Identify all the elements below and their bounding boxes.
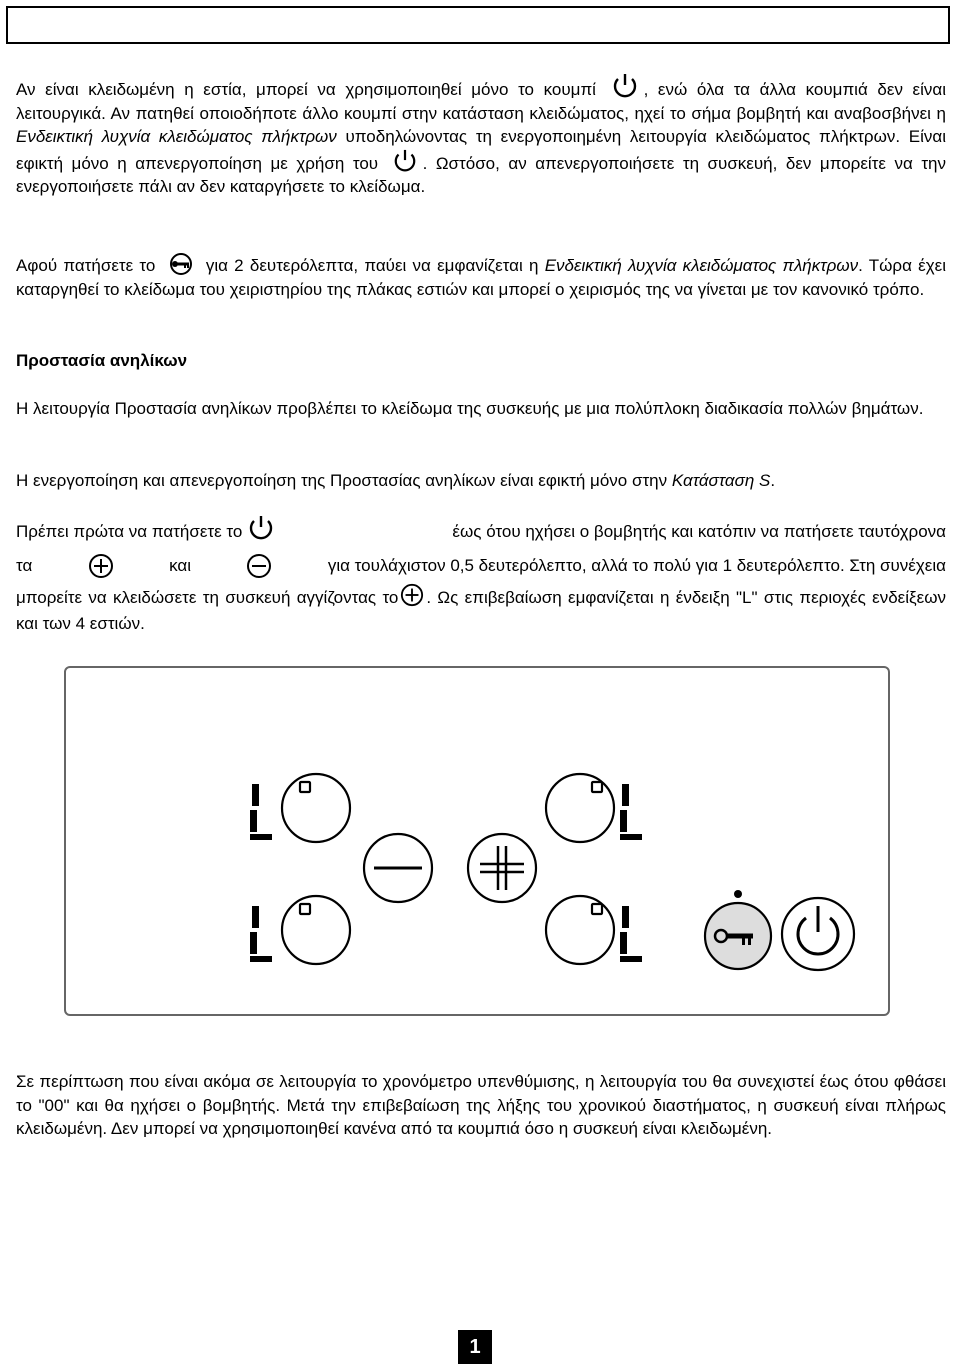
- text: και: [169, 556, 192, 575]
- text: υποδηλώνοντας τη ενεργοποιημένη λειτουργία κλειδώματος πλήκτρων. Είναι εφικτή μόνο η απενεργοποίηση με χρήση του: [16, 127, 946, 173]
- paragraph-child-lock: Η λειτουργία Προστασία ανηλίκων προβλέπει το κλείδωμα της συσκευής με μια πολύπλοκη διαδικασία πολλών βημάτων.: [16, 399, 924, 418]
- power-icon: [246, 515, 276, 541]
- italic-term: Ενδεικτική λυχνία κλειδώματος πλήκτρων: [544, 256, 859, 275]
- display-bottom-right: [620, 906, 642, 962]
- zone-button-top-left: [282, 774, 350, 842]
- text: Πρέπει πρώτα να πατήσετε το: [16, 522, 243, 541]
- section-heading: Προστασία ανηλίκων: [16, 351, 188, 370]
- power-icon: [610, 73, 640, 99]
- text: για 2 δευτερόλεπτα, παύει να εμφανίζεται η: [205, 256, 545, 275]
- power-icon: [782, 898, 854, 970]
- paragraph-lock-intro: [16, 73, 946, 199]
- plus-icon: [400, 583, 424, 607]
- text: για τουλάχιστον 0,5 δευτερόλεπτο, αλλά το πολύ για 1 δευτερόλεπτο. Στη συνέχεια: [327, 556, 946, 575]
- italic-term: Κατάσταση S: [671, 471, 771, 490]
- zone-button-top-right: [546, 774, 614, 842]
- text: Η ενεργοποίηση και απενεργοποίηση της Προστασίας ανηλίκων είναι εφικτή μόνο στην: [16, 471, 672, 490]
- control-panel-figure: [64, 666, 890, 1016]
- text: Αφού πατήσετε το: [16, 256, 156, 275]
- paragraph-timer: Σε περίπτωση που είναι ακόμα σε λειτουργία το χρονόμετρο υπενθύμισης, η λειτουργία του θα συνεχιστεί έως ότου φθάσει το "00" και θα ηχήσει ο βομβητής. Μετά την επιβεβαίωση της λήξης του χρονικού διαστήματος, η συσκευή είναι πλήρως κλειδωμένη. Δεν μπορεί να χρησιμοποιηθεί κανένα από τα κουμπιά όσο η συσκευή είναι κλειδωμένη.: [16, 1072, 946, 1138]
- zone-button-bottom-right: [546, 896, 614, 964]
- italic-term: Ενδεικτική λυχνία κλειδώματος πλήκτρων: [16, 127, 337, 146]
- power-icon: [391, 149, 419, 173]
- text: μπορείτε να κλειδώσετε τη συσκευή αγγίζοντας το: [16, 588, 399, 607]
- paragraph-steps: [16, 515, 946, 637]
- plus-icon: [468, 834, 536, 902]
- header-box: [6, 6, 950, 44]
- text: τα: [16, 556, 33, 575]
- text: . Τώρα έχει καταργηθεί το κλείδωμα του χειριστηρίου της πλάκας εστιών και μπορεί ο χειρισμός της να γίνεται με τον κανονικό τρόπο.: [16, 256, 946, 299]
- text: . Ως επιβεβαίωση εμφανίζεται η ένδειξη "L" στις περιοχές ενδείξεων και των 4 εστιών.: [16, 588, 946, 633]
- paragraph-unlock: [16, 253, 946, 301]
- display-top-left: [250, 784, 272, 840]
- minus-icon: [246, 553, 272, 579]
- text: Αν είναι κλειδωμένη η εστία, μπορεί να χρησιμοποιηθεί μόνο το κουμπί: [16, 80, 596, 99]
- zone-button-bottom-left: [282, 896, 350, 964]
- minus-icon: [364, 834, 432, 902]
- text: , ενώ όλα τα άλλα κουμπιά δεν είναι λειτουργικά. Αν πατηθεί οποιοδήποτε άλλο κουμπί στην κατάσταση κλειδώματος, ηχεί το σήμα βομβητή και αναβοσβήνει η: [16, 80, 947, 123]
- display-top-right: [620, 784, 642, 840]
- display-bottom-left: [250, 906, 272, 962]
- text: . Ωστόσο, αν απενεργοποιήσετε τη συσκευή, δεν μπορείτε να την ενεργοποιήσετε πάλι αν δεν καταργήσετε το κλείδωμα.: [16, 153, 946, 196]
- key-icon: [166, 253, 196, 275]
- paragraph-mode-s: [16, 469, 946, 493]
- text: έως ότου ηχήσει ο βομβητής και κατόπιν να πατήσετε ταυτόχρονα: [452, 522, 946, 541]
- text: .: [770, 471, 776, 490]
- page-number: 1: [458, 1330, 492, 1364]
- plus-icon: [88, 553, 114, 579]
- key-icon: [705, 890, 771, 969]
